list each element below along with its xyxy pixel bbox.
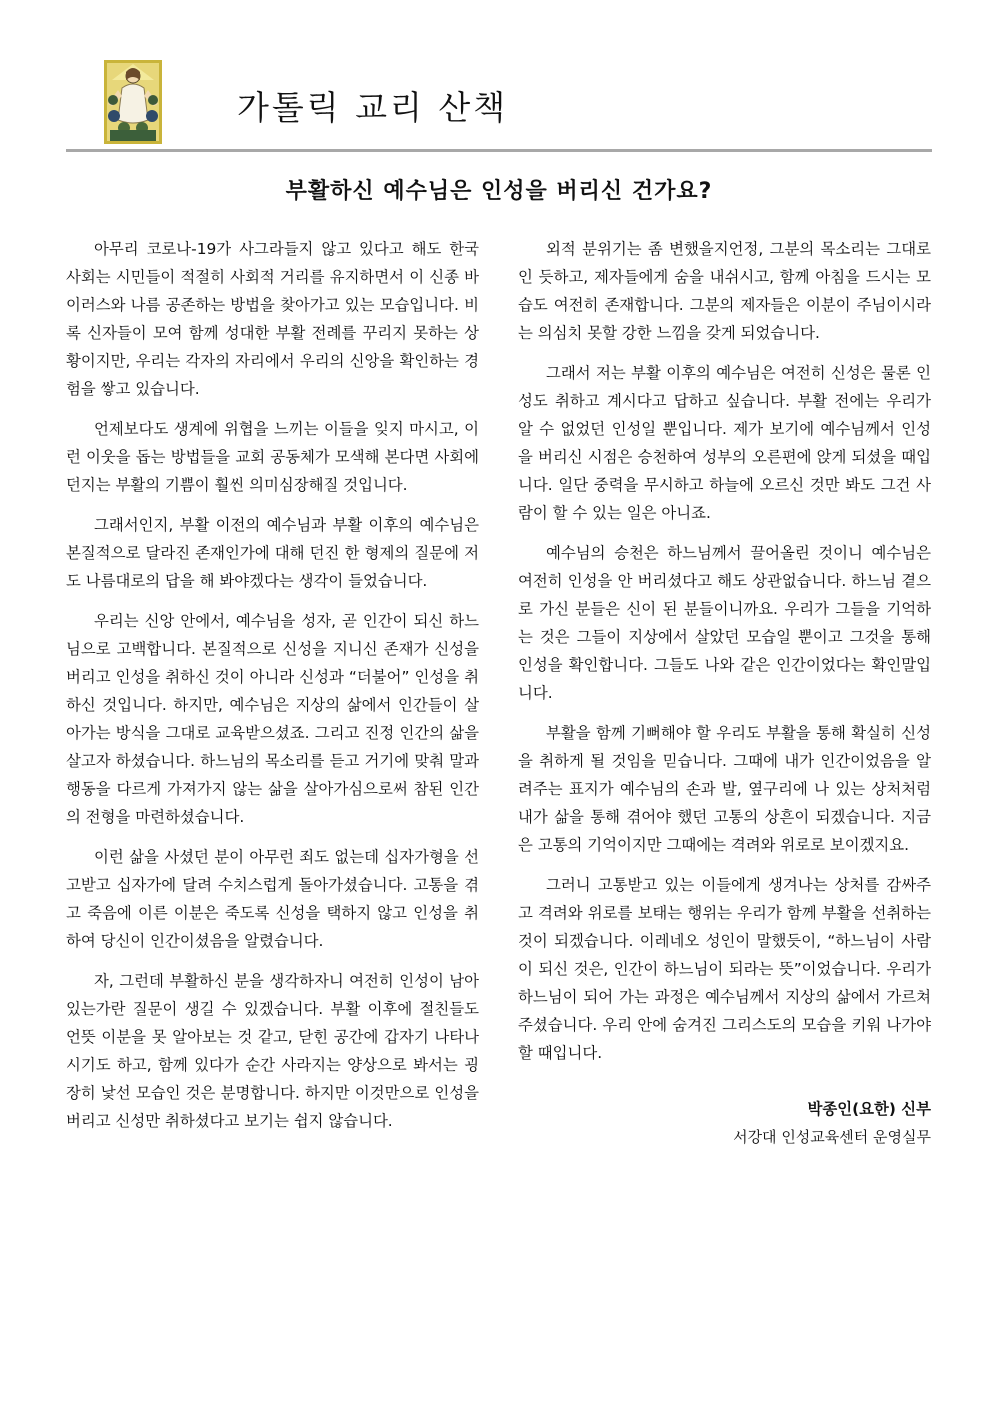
paragraph: 자, 그런데 부활하신 분을 생각하자니 여전히 인성이 남아 있는가란 질문이 생길 수 있겠습니다. 부활 이후에 절친들도 언뜻 이분을 못 알아보는 것 같고, 닫힌 공간에 갑자기 나타나시기도 하고, 함께 있다가 순간 사라지는 양상으로 봐서는 굉장히 낯선 모습인 것은 분명합니다. 하지만 이것만으로 인성을 버리고 신성만 취하셨다고 보기는 쉽지 않습니다. <box>66 972 479 1130</box>
header-divider <box>66 149 932 152</box>
left-column <box>66 235 479 1147</box>
paragraph: 이런 삶을 사셨던 분이 아무런 죄도 없는데 십자가형을 선고받고 십자가에 달려 수치스럽게 돌아가셨습니다. 고통을 겪고 죽음에 이른 이분은 죽도록 신성을 택하지 않고 인성을 취하여 당신이 인간이셨음을 알렸습니다. <box>66 848 479 950</box>
paragraph: 그러니 고통받고 있는 이들에게 생겨나는 상처를 감싸주고 격려와 위로를 보태는 행위는 우리가 함께 부활을 선취하는 것이 되겠습니다. 이레네오 성인이 말했듯이, “하느님이 사람이 되신 것은, 인간이 하느님이 되라는 뜻”이었습니다. 우리가 하느님이 되어 가는 과정은 예수님께서 지상의 삶에서 가르쳐 주셨습니다. 우리 안에 숨겨진 그리스도의 모습을 키워 나가야 할 때입니다. <box>518 876 931 1062</box>
paragraph: 그래서인지, 부활 이전의 예수님과 부활 이후의 예수님은 본질적으로 달라진 존재인가에 대해 던진 한 형제의 질문에 저도 나름대로의 답을 해 봐야겠다는 생각이 들었습니다. <box>66 516 479 590</box>
author-name: 박종인(요한) 신부 <box>807 1100 931 1118</box>
series-title: 가톨릭 교리 산책 <box>237 88 509 127</box>
signature <box>518 1095 931 1151</box>
jesus-with-disciples-icon <box>104 60 162 144</box>
paragraph: 우리는 신앙 안에서, 예수님을 성자, 곧 인간이 되신 하느님으로 고백합니다. 본질적으로 신성을 지니신 존재가 신성을 버리고 인성을 취하신 것이 아니라 신성과 “더불어” 인성을 취하신 것입니다. 하지만, 예수님은 지상의 삶에서 인간들이 살아가는 방식을 그대로 교육받으셨죠. 그리고 진정 인간의 삶을 살고자 하셨습니다. 하느님의 목소리를 듣고 거기에 맞춰 말과 행동을 다르게 가져가지 않는 삶을 살아가심으로써 참된 인간의 전형을 마련하셨습니다. <box>66 612 479 826</box>
right-column <box>518 235 931 1151</box>
paragraph: 언제보다도 생계에 위협을 느끼는 이들을 잊지 마시고, 이런 이웃을 돕는 방법들을 교회 공동체가 모색해 본다면 사회에 던지는 부활의 기쁨이 훨씬 의미심장해질 것입니다. <box>66 420 479 494</box>
author-role: 서강대 인성교육센터 운영실무 <box>733 1128 931 1146</box>
paragraph: 부활을 함께 기뻐해야 할 우리도 부활을 통해 확실히 신성을 취하게 될 것임을 믿습니다. 그때에 내가 인간이었음을 알려주는 표지가 예수님의 손과 발, 옆구리에 나 있는 상처처럼 내가 삶을 통해 겪어야 했던 고통의 상흔이 되겠습니다. 지금은 고통의 기억이지만 그때에는 격려와 위로로 보이겠지요. <box>518 724 931 854</box>
paragraph: 외적 분위기는 좀 변했을지언정, 그분의 목소리는 그대로인 듯하고, 제자들에게 숨을 내쉬시고, 함께 아침을 드시는 모습도 여전히 존재합니다. 그분의 제자들은 이분이 주님이시라는 의심치 못할 강한 느낌을 갖게 되었습니다. <box>518 240 931 342</box>
paragraph: 아무리 코로나-19가 사그라들지 않고 있다고 해도 한국 사회는 시민들이 적절히 사회적 거리를 유지하면서 이 신종 바이러스와 나름 공존하는 방법을 찾아가고 있는 모습입니다. 비록 신자들이 모여 함께 성대한 부활 전례를 꾸리지 못하는 상황이지만, 우리는 각자의 자리에서 우리의 신앙을 확인하는 경험을 쌓고 있습니다. <box>66 240 479 398</box>
header <box>104 60 934 150</box>
article-title: 부활하신 예수님은 인성을 버리신 건가요? <box>285 179 713 204</box>
paragraph: 그래서 저는 부활 이후의 예수님은 여전히 신성은 물론 인성도 취하고 계시다고 답하고 싶습니다. 부활 전에는 우리가 알 수 없었던 인성일 뿐입니다. 제가 보기에 예수님께서 인성을 버리신 시점은 승천하여 성부의 오른편에 앉게 되셨을 때입니다. 일단 중력을 무시하고 하늘에 오르신 것만 봐도 그건 사람이 할 수 있는 일은 아니죠. <box>518 364 931 522</box>
paragraph: 예수님의 승천은 하느님께서 끌어올린 것이니 예수님은 여전히 인성을 안 버리셨다고 해도 상관없습니다. 하느님 곁으로 가신 분들은 신이 된 분들이니까요. 우리가 그들을 기억하는 것은 그들이 지상에서 살았던 모습일 뿐이고 그것을 통해 인성을 확인합니다. 그들도 나와 같은 인간이었다는 확인말입니다. <box>518 544 931 702</box>
